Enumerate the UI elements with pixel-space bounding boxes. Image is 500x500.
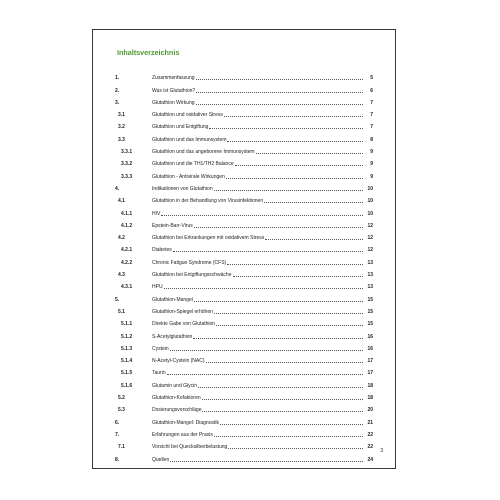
- toc-entry-page: 7: [370, 99, 373, 106]
- toc-entry-number: 5.1.6: [121, 382, 133, 389]
- toc-entry-number: 3.3.3: [121, 173, 133, 180]
- toc-entry[interactable]: [115, 303, 373, 315]
- toc-dot-leader: [226, 178, 363, 179]
- toc-entry-number: 4.2.2: [121, 259, 133, 266]
- toc-entry-title: Glutathion-Kofaktoren: [152, 395, 201, 402]
- toc-entry-title: Direkte Gabe von Glutathion: [152, 321, 216, 328]
- toc-entry[interactable]: [115, 130, 373, 142]
- toc-entry-title: S-Acetylglutathion: [152, 333, 193, 340]
- toc-entry[interactable]: [115, 290, 373, 302]
- toc-dot-leader: [161, 215, 363, 216]
- toc-entry[interactable]: [115, 217, 373, 229]
- toc-dot-leader: [167, 374, 363, 375]
- toc-entry[interactable]: [115, 106, 373, 118]
- toc-dot-leader: [227, 141, 363, 142]
- toc-entry-title: Diabetes: [152, 247, 172, 254]
- toc-dot-leader: [216, 325, 363, 326]
- toc-entry[interactable]: [115, 376, 373, 388]
- toc-entry-page: 10: [367, 210, 373, 217]
- toc-entry-number: 6.: [115, 419, 120, 426]
- toc-entry[interactable]: [115, 192, 373, 204]
- toc-entry-page: 7: [370, 112, 373, 119]
- toc-entry[interactable]: [115, 340, 373, 352]
- toc-dot-leader: [193, 338, 363, 339]
- toc-entry-number: 5.1: [118, 308, 125, 315]
- toc-dot-leader: [196, 92, 363, 93]
- toc-entry[interactable]: [115, 204, 373, 216]
- toc-entry-title: Glutathion und die TH1/TH2 Balance: [152, 161, 234, 168]
- toc-dot-leader: [265, 239, 363, 240]
- toc-entry[interactable]: [115, 81, 373, 93]
- toc-entry-page: 15: [367, 308, 373, 315]
- toc-entry[interactable]: [115, 315, 373, 327]
- toc-entry-number: 3.3.2: [121, 161, 133, 168]
- toc-entry-page: 6: [370, 87, 373, 94]
- toc-dot-leader: [214, 313, 363, 314]
- toc-entry-number: 5.1.2: [121, 333, 133, 340]
- toc-entry-page: 13: [367, 272, 373, 279]
- toc-entry[interactable]: [115, 143, 373, 155]
- toc-dot-leader: [170, 461, 363, 462]
- toc-dot-leader: [227, 264, 363, 265]
- toc-entry-page: 12: [367, 235, 373, 242]
- toc-dot-leader: [173, 251, 363, 252]
- toc-entry-title: N-Acetyl-Cystein (NAC): [152, 358, 205, 365]
- document-page: [92, 29, 396, 469]
- toc-entry-number: 3.1: [118, 112, 125, 119]
- toc-entry-title: Glutathion und das angeborene Immunsystem: [152, 149, 255, 156]
- toc-entry-number: 5.1.1: [121, 321, 133, 328]
- toc-entry-page: 8: [370, 136, 373, 143]
- toc-entry[interactable]: [115, 253, 373, 265]
- toc-entry-number: 4.2: [118, 235, 125, 242]
- toc-dot-leader: [198, 387, 363, 388]
- toc-entry-title: Dosierungsvorschläge: [152, 407, 202, 414]
- page-number: 3: [380, 448, 383, 454]
- toc-entry-number: 3.2: [118, 124, 125, 131]
- toc-dot-leader: [196, 104, 363, 105]
- toc-entry-number: 1.: [115, 75, 120, 82]
- toc-entry-number: 5.2: [118, 395, 125, 402]
- toc-list: [115, 69, 373, 463]
- toc-entry-number: 4.1: [118, 198, 125, 205]
- toc-entry-page: 17: [367, 370, 373, 377]
- toc-entry-title: Glutathion und oxidativer Stress: [152, 112, 223, 119]
- toc-entry[interactable]: [115, 364, 373, 376]
- toc-entry[interactable]: [115, 352, 373, 364]
- toc-dot-leader: [214, 436, 363, 437]
- toc-entry-title: Vorsicht bei Quecksilberbelastung: [152, 444, 228, 451]
- toc-entry-title: Glutathion-Mangel: [152, 296, 193, 303]
- toc-entry[interactable]: [115, 426, 373, 438]
- toc-entry-page: 12: [367, 247, 373, 254]
- toc-entry[interactable]: [115, 167, 373, 179]
- toc-entry-title: Cystein: [152, 345, 169, 352]
- toc-dot-leader: [194, 301, 363, 302]
- toc-entry-number: 4.2.1: [121, 247, 133, 254]
- toc-entry-number: 7.1: [118, 444, 125, 451]
- toc-dot-leader: [224, 116, 363, 117]
- toc-dot-leader: [228, 448, 363, 449]
- toc-entry-page: 18: [367, 382, 373, 389]
- toc-entry-page: 13: [367, 259, 373, 266]
- toc-entry-number: 4.1.1: [121, 210, 133, 217]
- toc-entry-page: 15: [367, 321, 373, 328]
- toc-entry-number: 8.: [115, 456, 120, 463]
- toc-dot-leader: [196, 79, 363, 80]
- toc-entry-page: 24: [367, 456, 373, 463]
- toc-entry-title: Glutathion - Antivirale Wirkungen: [152, 173, 225, 180]
- toc-entry[interactable]: [115, 118, 373, 130]
- toc-dot-leader: [206, 362, 363, 363]
- toc-entry-number: 4.3.1: [121, 284, 133, 291]
- toc-entry[interactable]: [115, 241, 373, 253]
- toc-entry-number: 5.1.3: [121, 345, 133, 352]
- toc-entry-title: Epstein-Barr-Virus: [152, 222, 193, 229]
- toc-entry-title: Zusammenfassung: [152, 75, 195, 82]
- toc-entry[interactable]: [115, 94, 373, 106]
- toc-title: Inhaltsverzeichnis: [117, 48, 180, 57]
- toc-entry-number: 5.: [115, 296, 120, 303]
- toc-entry[interactable]: [115, 438, 373, 450]
- toc-dot-leader: [194, 227, 363, 228]
- toc-entry-number: 3.: [115, 99, 120, 106]
- toc-entry-page: 9: [370, 173, 373, 180]
- toc-entry-number: 5.1.4: [121, 358, 133, 365]
- toc-dot-leader: [214, 190, 363, 191]
- toc-entry-title: HIV: [152, 210, 161, 217]
- toc-entry-page: 5: [370, 75, 373, 82]
- toc-entry-page: 21: [367, 419, 373, 426]
- toc-entry-number: 2.: [115, 87, 120, 94]
- toc-entry-number: 4.1.2: [121, 222, 133, 229]
- toc-entry[interactable]: [115, 389, 373, 401]
- toc-entry-title: Quellen: [152, 456, 170, 463]
- toc-entry-title: Indikationen von Glutathion: [152, 185, 213, 192]
- toc-entry-title: Glutathion und Entgiftung: [152, 124, 209, 131]
- toc-entry[interactable]: [115, 69, 373, 81]
- toc-entry-number: 4.: [115, 185, 120, 192]
- toc-dot-leader: [170, 350, 363, 351]
- toc-entry-page: 9: [370, 149, 373, 156]
- toc-entry[interactable]: [115, 401, 373, 413]
- toc-entry[interactable]: [115, 266, 373, 278]
- toc-entry-title: Glutathion-Mangel: Diagnostik: [152, 419, 219, 426]
- toc-entry-title: Glutathion und das Immunsystem: [152, 136, 227, 143]
- toc-entry-page: 9: [370, 161, 373, 168]
- toc-entry-page: 13: [367, 284, 373, 291]
- toc-entry-page: 12: [367, 222, 373, 229]
- toc-entry-page: 16: [367, 345, 373, 352]
- toc-entry-page: 20: [367, 407, 373, 414]
- toc-entry-title: Glutathion bei Entgiftungsschwäche: [152, 272, 232, 279]
- toc-entry-page: 16: [367, 333, 373, 340]
- toc-entry-title: Chronic Fatigue Syndrome (CFS): [152, 259, 227, 266]
- toc-entry-page: 10: [367, 198, 373, 205]
- toc-entry[interactable]: [115, 180, 373, 192]
- toc-entry-number: 3.3.1: [121, 149, 133, 156]
- toc-entry-title: HPU: [152, 284, 163, 291]
- toc-entry[interactable]: [115, 155, 373, 167]
- toc-entry-page: 18: [367, 395, 373, 402]
- toc-dot-leader: [209, 128, 363, 129]
- toc-entry-page: 15: [367, 296, 373, 303]
- toc-entry-title: Glutathion-Spiegel erhöhen: [152, 308, 213, 315]
- toc-entry[interactable]: [115, 327, 373, 339]
- toc-entry-page: 22: [367, 444, 373, 451]
- toc-entry-title: Glutathion in der Behandlung von Virusinfektionen: [152, 198, 264, 205]
- toc-entry-number: 5.3: [118, 407, 125, 414]
- toc-dot-leader: [235, 165, 363, 166]
- toc-entry-number: 5.1.5: [121, 370, 133, 377]
- toc-entry-number: 7.: [115, 431, 120, 438]
- toc-entry-number: 4.3: [118, 272, 125, 279]
- toc-dot-leader: [220, 424, 363, 425]
- toc-entry-page: 17: [367, 358, 373, 365]
- toc-dot-leader: [256, 153, 363, 154]
- toc-entry[interactable]: [115, 229, 373, 241]
- toc-dot-leader: [202, 399, 363, 400]
- toc-entry[interactable]: [115, 413, 373, 425]
- toc-entry-title: Glutathion Wirkung: [152, 99, 195, 106]
- toc-dot-leader: [264, 202, 363, 203]
- toc-entry[interactable]: [115, 278, 373, 290]
- toc-entry-title: Erfahrungen aus der Praxis: [152, 431, 213, 438]
- toc-entry[interactable]: [115, 450, 373, 462]
- toc-entry-title: Taurin: [152, 370, 166, 377]
- toc-entry-page: 10: [367, 185, 373, 192]
- toc-dot-leader: [233, 276, 364, 277]
- toc-dot-leader: [164, 288, 363, 289]
- toc-entry-number: 3.3: [118, 136, 125, 143]
- toc-entry-title: Glutathion bei Erkrankungen mit oxidativem Stress: [152, 235, 265, 242]
- toc-entry-page: 7: [370, 124, 373, 131]
- toc-dot-leader: [202, 411, 363, 412]
- toc-entry-page: 22: [367, 431, 373, 438]
- toc-entry-title: Was ist Glutathion?: [152, 87, 196, 94]
- toc-entry-title: Glutamin und Glycin: [152, 382, 198, 389]
